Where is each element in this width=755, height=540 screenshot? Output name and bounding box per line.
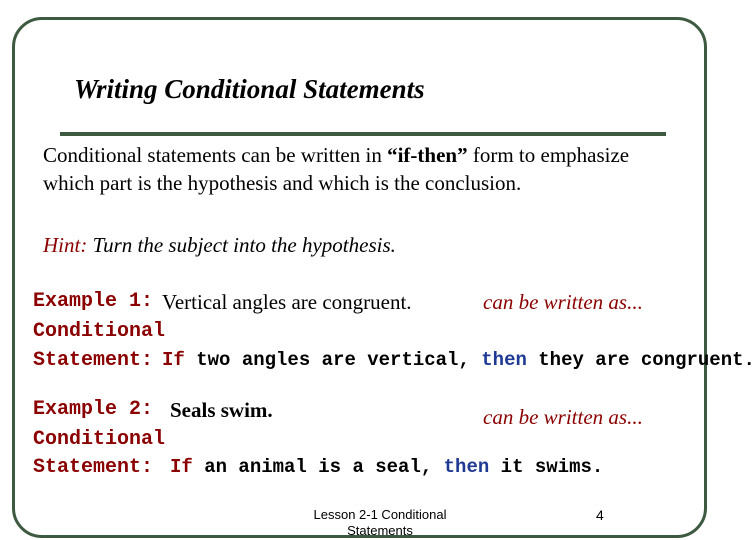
example2-label: Example 2: [33,398,154,421]
example2-hypothesis: an animal is a seal, [192,456,444,478]
page-number: 4 [596,507,604,523]
example1-label: Example 1: [33,290,154,313]
example1-statement-label: Statement: [33,349,154,372]
slide-title: Writing Conditional Statements [74,74,425,104]
example1-conclusion: they are congruent. [526,349,755,371]
footer-lesson-line1: Lesson 2-1 Conditional [313,507,447,522]
footer-lesson [290,507,470,539]
example2-conclusion: it swims. [489,456,604,478]
example1-hypothesis: two angles are vertical, [184,349,482,371]
hint-label: Hint: [43,233,88,257]
intro-text-end: form to emphasize which part is the hypothesis and which is the conclusion. [43,143,630,195]
title-underline [60,132,666,136]
example2-conditional-label: Conditional [33,428,166,451]
example1-then: then [481,349,527,371]
example2-statement-label: Statement: [33,456,154,479]
hint-line [43,233,396,258]
example2-then: then [443,456,490,478]
example1-conditional-label: Conditional [33,320,166,343]
example2-can-be-written: can be written as... [483,405,643,429]
example1-if: If [162,349,185,371]
example2-text: Seals swim. [170,398,273,422]
intro-paragraph [43,141,643,197]
example1-text: Vertical angles are congruent. [162,290,412,314]
example1-can-be-written: can be written as... [483,290,643,314]
intro-if-then: “if-then” [387,143,468,167]
footer-lesson-line2: Statements [347,523,413,538]
example2-conditional-statement [170,456,603,478]
example1-conditional-statement [162,349,755,371]
intro-text-start: Conditional statements can be written in [43,143,388,167]
hint-text: Turn the subject into the hypothesis. [87,233,396,257]
example2-if: If [170,456,193,478]
